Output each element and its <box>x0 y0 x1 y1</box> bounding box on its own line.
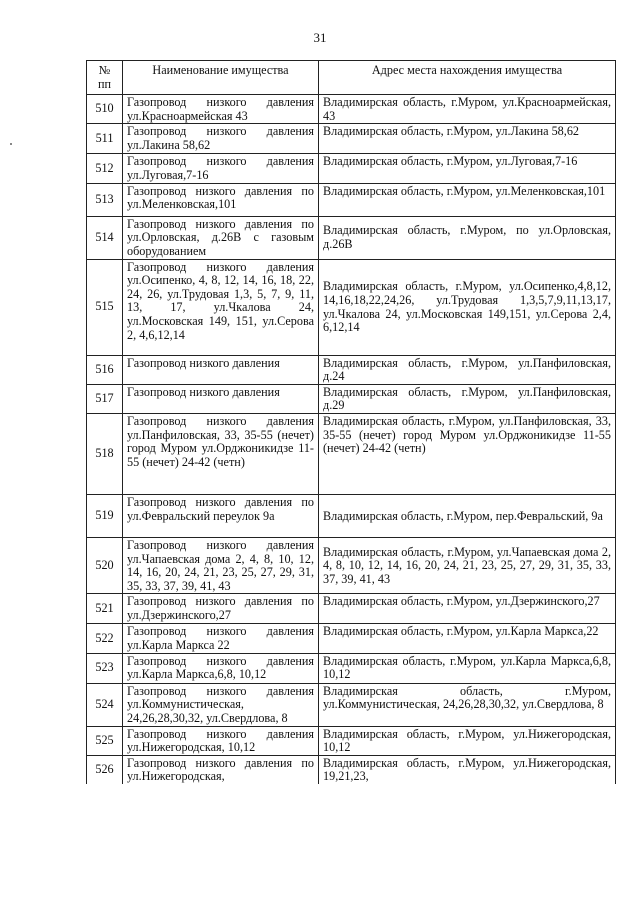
row-number: 519 <box>87 494 123 537</box>
property-name: Газопровод низкого давления по ул.Нижегородская, <box>123 755 319 784</box>
header-number-line2: пп <box>97 76 112 91</box>
table-row <box>87 259 616 355</box>
table-row <box>87 413 616 494</box>
property-name: Газопровод низкого давления ул.Чапаевская дома 2, 4, 8, 10, 12, 14, 16, 20, 24, 21, 23, 25, 27, 29, 31, 35, 33, 37, 39, 41, 43 <box>123 537 319 593</box>
row-number: 520 <box>87 537 123 593</box>
property-name: Газопровод низкого давления <box>123 384 319 413</box>
row-number: 517 <box>87 384 123 413</box>
row-number: 515 <box>87 259 123 355</box>
property-name: Газопровод низкого давления ул.Луговая,7-16 <box>123 154 319 183</box>
row-number: 521 <box>87 594 123 624</box>
table-header-row <box>87 61 616 95</box>
scan-speck <box>10 143 12 145</box>
table-row <box>87 124 616 154</box>
property-address: Владимирская область, г.Муром, ул.Красноармейская, 43 <box>319 95 616 124</box>
property-address: Владимирская область, г.Муром, ул.Меленковская,101 <box>319 183 616 216</box>
property-address: Владимирская область, г.Муром, ул.Нижегородская, 10,12 <box>319 726 616 755</box>
table-row <box>87 494 616 537</box>
property-address: Владимирская область, г.Муром, ул.Нижегородская, 19,21,23, <box>319 755 616 784</box>
property-name: Газопровод низкого давления ул.Красноармейская 43 <box>123 95 319 124</box>
row-number: 526 <box>87 755 123 784</box>
table-row <box>87 755 616 784</box>
table-row <box>87 355 616 384</box>
row-number: 514 <box>87 216 123 259</box>
row-number: 512 <box>87 154 123 183</box>
property-address: Владимирская область, г.Муром, ул.Осипенко,4,8,12, 14,16,18,22,24,26, ул.Трудовая 1,3,5,7,9,11,13,17, ул.Чкалова 24, ул.Московская 149,151, ул.Серова 2,4, 6,12,14 <box>319 259 616 355</box>
table-body <box>87 95 616 784</box>
header-property-name: Наименование имущества <box>123 61 319 95</box>
table-row <box>87 594 616 624</box>
property-name: Газопровод низкого давления по ул.Меленковская,101 <box>123 183 319 216</box>
header-number <box>87 61 123 95</box>
table-row <box>87 653 616 683</box>
table-row <box>87 183 616 216</box>
property-register-table <box>86 60 616 784</box>
table-row <box>87 624 616 653</box>
property-name: Газопровод низкого давления ул.Панфиловская, 33, 35-55 (нечет) город Муром ул.Орджоникидзе 11-55 (нечет) 24-42 (четн) <box>123 413 319 494</box>
property-name: Газопровод низкого давления ул.Нижегородская, 10,12 <box>123 726 319 755</box>
property-name: Газопровод низкого давления ул.Карла Маркса,6,8, 10,12 <box>123 653 319 683</box>
property-name: Газопровод низкого давления ул.Лакина 58,62 <box>123 124 319 154</box>
row-number: 522 <box>87 624 123 653</box>
property-name: Газопровод низкого давления ул.Осипенко, 4, 8, 12, 14, 16, 18, 22, 24, 26, ул.Трудовая 1,3, 5, 7, 9, 11, 13, 17, ул.Чкалова 24, ул.Московская 149, 151, ул.Серова 2, 4,6,12,14 <box>123 259 319 355</box>
table-row <box>87 154 616 183</box>
property-name: Газопровод низкого давления по ул.Дзержинского,27 <box>123 594 319 624</box>
table-row <box>87 384 616 413</box>
property-address: Владимирская область, г.Муром, ул.Карла Маркса,22 <box>319 624 616 653</box>
property-address: Владимирская область, г.Муром, ул.Луговая,7-16 <box>319 154 616 183</box>
property-name: Газопровод низкого давления по ул.Февральский переулок 9а <box>123 494 319 537</box>
property-name: Газопровод низкого давления ул.Карла Маркса 22 <box>123 624 319 653</box>
property-address: Владимирская область, г.Муром, ул.Панфиловская, д.24 <box>319 355 616 384</box>
row-number: 516 <box>87 355 123 384</box>
property-address: Владимирская область, г.Муром, ул.Чапаевская дома 2, 4, 8, 10, 12, 14, 16, 20, 24, 21, 23, 25, 27, 29, 31, 35, 33, 37, 39, 41, 43 <box>319 537 616 593</box>
property-address: Владимирская область, г.Муром, ул.Панфиловская, 33, 35-55 (нечет) город Муром ул.Орджоникидзе 11-55 (нечет) 24-42 (четн) <box>319 413 616 494</box>
row-number: 518 <box>87 413 123 494</box>
header-address: Адрес места нахождения имущества <box>319 61 616 95</box>
table-row <box>87 537 616 593</box>
property-address: Владимирская область, г.Муром, ул.Коммунистическая, 24,26,28,30,32, ул.Свердлова, 8 <box>319 683 616 726</box>
property-address: Владимирская область, г.Муром, ул.Карла Маркса,6,8, 10,12 <box>319 653 616 683</box>
property-address: Владимирская область, г.Муром, пер.Февральский, 9а <box>319 494 616 537</box>
table-row <box>87 95 616 124</box>
row-number: 523 <box>87 653 123 683</box>
row-number: 513 <box>87 183 123 216</box>
page-number: 31 <box>313 30 327 45</box>
table-row <box>87 726 616 755</box>
property-name: Газопровод низкого давления <box>123 355 319 384</box>
property-address: Владимирская область, г.Муром, ул.Дзержинского,27 <box>319 594 616 624</box>
property-name: Газопровод низкого давления ул.Коммунистическая, 24,26,28,30,32, ул.Свердлова, 8 <box>123 683 319 726</box>
property-name: Газопровод низкого давления по ул.Орловская, д.26В с газовым оборудованием <box>123 216 319 259</box>
header-number-line1: № <box>98 63 111 77</box>
table-row <box>87 683 616 726</box>
row-number: 510 <box>87 95 123 124</box>
property-address: Владимирская область, г.Муром, ул.Лакина 58,62 <box>319 124 616 154</box>
property-address: Владимирская область, г.Муром, по ул.Орловская, д.26В <box>319 216 616 259</box>
property-address: Владимирская область, г.Муром, ул.Панфиловская, д.29 <box>319 384 616 413</box>
table-row <box>87 216 616 259</box>
row-number: 524 <box>87 683 123 726</box>
row-number: 525 <box>87 726 123 755</box>
row-number: 511 <box>87 124 123 154</box>
